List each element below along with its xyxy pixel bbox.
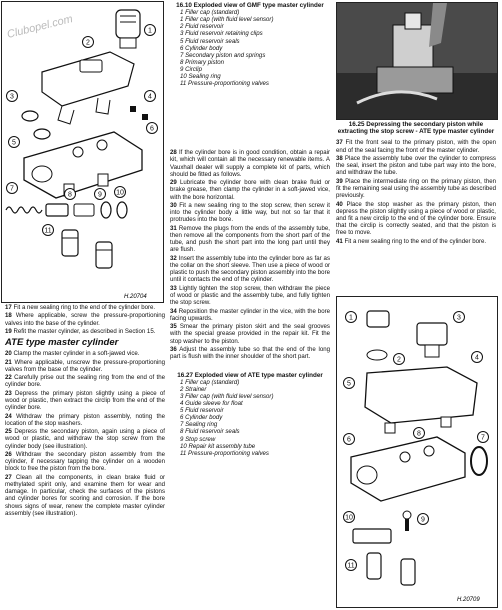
para-39: 39 Place the intermediate ring on the primary piston, then fit the remaining seal using the assembly tube as described previously. <box>336 177 496 200</box>
watermark: Clubopel.com <box>5 12 74 41</box>
callout-4: 4 <box>475 354 479 362</box>
para-19: 19 Refit the master cylinder, as described in Section 15. <box>5 327 156 335</box>
legend-item: 7 Sealing ring <box>180 421 218 429</box>
callout-5: 5 <box>12 139 16 147</box>
callout-3: 3 <box>457 314 461 322</box>
legend-item: 1 Filler cap (with fluid level sensor) <box>180 16 274 24</box>
legend-item: 5 Fluid reservoir seals <box>180 37 240 45</box>
left-text-column <box>5 304 165 518</box>
para-24: 24 Withdraw the primary piston assembly, noting the location of the stop washers. <box>5 412 165 427</box>
photo-caption: 16.25 Depressing the secondary piston while extracting the stop screw - ATE type master cylinder <box>337 121 495 136</box>
callout-10: 10 <box>345 514 353 522</box>
ate-parts-legend <box>170 379 330 457</box>
fluid-reservoir-illustration <box>42 52 134 124</box>
legend-item: 9 Circlip <box>180 65 203 73</box>
ate-cylinder-body-illustration <box>351 437 465 501</box>
para-20: 20 Clamp the master cylinder in a soft-jawed vice. <box>5 350 140 358</box>
callout-2: 2 <box>86 39 90 47</box>
para-38: 38 Place the assembly tube over the cylinder to compress the seal, insert the piston and tube part way into the bore, and withdraw the tube. <box>336 155 496 177</box>
callout-7: 7 <box>481 434 485 442</box>
para-23: 23 Depress the primary piston slightly using a piece of wood or plastic, then extract the circlip from the end of the cylinder bore. <box>5 389 165 412</box>
figure-gmf-exploded-view <box>1 1 164 303</box>
callout-5: 5 <box>347 380 351 388</box>
legend-item: 10 Sealing ring <box>180 73 221 81</box>
legend-item: 3 Filler cap (with fluid level sensor) <box>180 393 274 400</box>
gmf-parts-legend <box>170 9 330 87</box>
legend-item: 8 Fluid reservoir seals <box>180 428 240 436</box>
para-36: 36 Adjust the assembly tube so that the end of the long part is flush with the inner shoulder of the short part. <box>170 346 331 361</box>
legend-item: 11 Pressure-proportioning valves <box>180 449 269 457</box>
figure-ref: H.20709 <box>457 597 480 603</box>
callout-11: 11 <box>44 227 52 235</box>
legend-item: 10 Repair kit assembly tube <box>180 442 256 450</box>
para-25: 25 Depress the secondary piston, again using a piece of wood or plastic, and withdraw the stop screw from the cylinder body (see illustration). <box>5 428 165 450</box>
middle-text-column <box>170 2 330 457</box>
para-21: 21 Where applicable, unscrew the pressure-proportioning valves from the base of the cylinder. <box>5 358 165 373</box>
para-30: 30 Fit a new sealing ring to the stop screw, then screw it into the cylinder body a little way, but not so far that it protrudes into the bore. <box>170 202 330 224</box>
callout-6: 6 <box>347 436 351 444</box>
para-40: 40 Place the stop washer as the primary piston, then depress the piston slightly using a piece of wood or plastic, and fit a new circlip to the end of the cylinder bore. Ensure that the circlip is correctly seated, and that the piston is free to move. <box>336 200 496 237</box>
figure-caption-ate: 16.27 Exploded view of ATE type master cylinder <box>177 371 323 379</box>
figure-caption-gmf: 16.10 Exploded view of GMF type master cylinder <box>176 2 324 9</box>
ate-reservoir-illustration <box>365 367 477 433</box>
legend-item: 1 Filler cap (standard) <box>180 378 240 386</box>
callout-1: 1 <box>349 314 353 322</box>
legend-item: 6 Cylinder body <box>180 44 223 52</box>
legend-item: 9 Stop screw <box>180 435 216 443</box>
para-18: 18 Where applicable, screw the pressure-proportioning valves into the base of the cylinder. <box>5 312 165 327</box>
para-41: 41 Fit a new sealing ring to the end of the cylinder bore. <box>336 237 487 245</box>
callout-3: 3 <box>10 93 14 101</box>
legend-item: 5 Fluid reservoir <box>180 407 224 415</box>
legend-item: 11 Pressure-proportioning valves <box>180 80 269 88</box>
callout-6: 6 <box>150 125 154 133</box>
legend-item: 3 Fluid reservoir retaining clips <box>180 30 263 38</box>
legend-item: 2 Fluid reservoir <box>180 23 224 31</box>
pressure-valves-illustration <box>62 230 112 268</box>
para-22: 22 Carefully prise out the sealing ring from the end of the cylinder bore. <box>5 374 165 389</box>
legend-item: 2 Strainer <box>180 385 207 393</box>
callout-9: 9 <box>421 516 425 524</box>
para-33: 33 Lightly tighten the stop screw, then withdraw the piece of wood or plastic and the assembly tube, and fully tighten the stop screw. <box>170 284 330 307</box>
callout-8: 8 <box>417 430 421 438</box>
para-27: 27 Clean all the components, in clean brake fluid or methylated spirit only, and examine them for wear and damage. In particular, check the surfaces of the pistons and cylinder bores for scoring and corrosion. If the bore shows signs of wear, renew the complete master cylinder assembly (see illustration). <box>5 473 165 517</box>
para-34: 34 Reposition the master cylinder in the vice, with the bore facing upwards. <box>170 307 331 322</box>
callout-8: 8 <box>68 191 72 199</box>
right-text-column <box>336 121 496 246</box>
section-heading: ATE type master cylinder <box>5 337 119 349</box>
callout-9: 9 <box>98 191 102 199</box>
legend-item: 4 Guide sleeve for float <box>180 400 243 408</box>
para-28: 28 If the cylinder bore is in good condition, obtain a repair kit, which will contain all the necessary renewable items. A Vauxhall dealer will supply a complete kit of parts, which should be fitted as follows. <box>170 149 330 178</box>
figure-ref: H.20704 <box>124 294 147 300</box>
legend-item: 6 Cylinder body <box>180 414 223 422</box>
para-37: 37 Fit the front seal to the primary piston, with the open end of the seal facing the front of the master cylinder. <box>336 139 496 154</box>
photo-illustration <box>337 3 497 119</box>
callout-2: 2 <box>397 356 401 364</box>
callout-1: 1 <box>148 27 152 35</box>
para-29: 29 Lubricate the cylinder bore with clean brake fluid or brake grease, then clamp the cylinder in a soft-jawed vice, with the bore horizontal. <box>170 179 330 201</box>
para-35: 35 Smear the primary piston skirt and the seal grooves with the special grease provided in the repair kit. Fit the stop washer to the piston. <box>170 323 330 345</box>
legend-item: 1 Filler cap (standard) <box>180 9 240 17</box>
legend-item: 7 Secondary piston and springs <box>180 51 266 59</box>
callout-7: 7 <box>10 185 14 193</box>
para-17: 17 Fit a new sealing ring to the end of the cylinder bore. <box>5 304 156 311</box>
filler-cap-illustration <box>116 10 140 48</box>
para-31: 31 Remove the plugs from the ends of the assembly tube, then remove all the components from the short part of the tube, and push the short part into the long part until they are flush. <box>170 224 330 254</box>
figure-ate-exploded-view <box>336 296 498 608</box>
para-32: 32 Insert the assembly tube into the cylinder bore as far as the collar on the short sleeve. Then use a piece of wood or plastic to push the secondary piston assembly into the bore until it contacts the end of the cylinder. <box>170 254 330 284</box>
callout-11: 11 <box>347 562 355 570</box>
legend-item: 8 Primary piston <box>180 58 225 66</box>
photo-16-25 <box>336 2 498 120</box>
gmf-exploded-illustration <box>2 2 163 302</box>
para-26: 26 Withdraw the secondary piston assembly from the cylinder, if necessary tapping the cylinder on a wooden block to free the piston from the bore. <box>5 450 165 473</box>
callout-10: 10 <box>116 189 124 197</box>
callout-4: 4 <box>148 93 152 101</box>
ate-exploded-illustration <box>337 297 497 607</box>
